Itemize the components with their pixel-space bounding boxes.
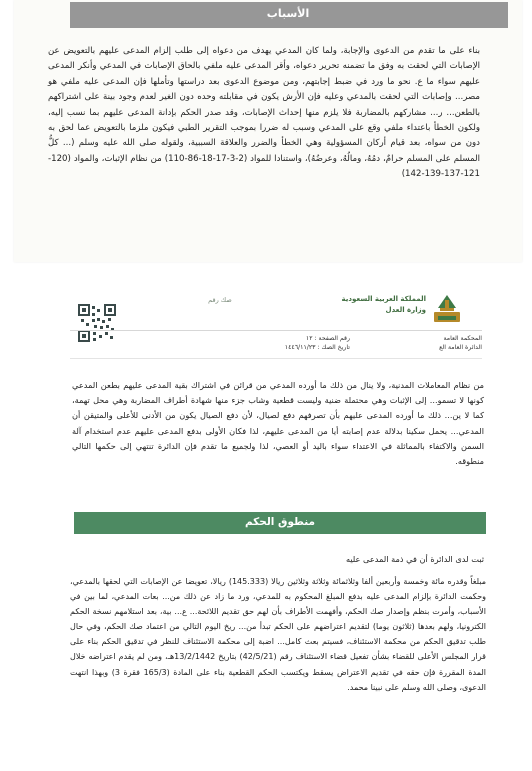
continuation-paragraph: من نظام المعاملات المدنية، ولا ينال من ذلك ما أورده المدعي من قرائن في اشتراك بقية المدعى عليهم بطعن المدعي كونها لا تسمو... إلى الإثبات وهي محتملة ضنية وليست قطعية وشاب جزء منها شهادة أطراف المضاربة وهي محل تهمة، كما لا ين... ذلك ما أورده المدعى عليهم بأن تصرفهم دفع لصيال، لأن دفع الصيال يكون من الأدنى للأعلى والمتيقن أن المدعي... يحمل سكينا بدلالة عدم إصابته أيا من المدعى عليهم، لذا فكان الأولى بدفع المدعى عليهم عدم استخدام آلة السمن والاكتفاء بالمماثلة في الاعتداء سواء باليد أو العصي، لذا ولجميع ما تقدم فإن الدائرة تنتهي إلى حكمها التالي منطوقه. <box>72 380 484 467</box>
circuit-name: الدائرة العامة الع <box>439 344 482 351</box>
deed-info <box>230 334 350 352</box>
org-ministry: وزارة العدل <box>385 306 426 314</box>
verdict-paragraph: مبلغاً وقدره مائة وخمسة وأربعين ألفا وثلاثمائة وثلاثة وثلاثين ريالا (145.333) ريالا، تعويضا عن الإصابات التي لحقها بالمدعي، وحكمت الدائرة بإلزام المدعى عليه بدفع المبلغ المحكوم به للمدعي، ورد ما زاد عن ذلك من... بعات المدعي، لما بين في الأسباب، وأمرت بنظم وإصدار صك الحكم، وأفهمت الأطراف بأن لهم حق تقديم اللائحة... ع... بية، بعد استلامهم نسخة الحكم الكترونيا، ولهم بعدها (ثلاثون يوما) لتقديم اعتراضهم على الحكم تبدأ من... ريخ اليوم التالي من اعتماد صك الحكم، وفي حال طلب تدقيق الحكم من محكمة الاستئناف، فسيتم بعث كامل... اضبة إلى محكمة الاستئناف للنظر في تدقيق الحكم بناء على قرار المجلس الأعلى للقضاء بشأن تفعيل قضاء الاستئناف رقم (42/5/21) بتاريخ 13/2/1442هـ، ومن لم يقدم اعتراضه خلال المدة المقررة فإن حقه في تقديم الاعتراض يسقط ويكتسب الحكم القطعية بناء على المادة (165/3 فقرة 3) وبهذا انتهت الدعوى، وصلى الله وسلم على نبينا محمد. <box>70 577 487 692</box>
page-number: رقم الصفحة : ١٢ <box>305 335 350 342</box>
document-page-2 <box>30 282 524 771</box>
verdict-first-line: ثبت لدى الدائرة أن في ذمة المدعى عليه <box>345 554 484 564</box>
org-country: المملكة العربية السعودية <box>341 295 426 303</box>
organization-block <box>330 294 426 316</box>
court-info <box>362 334 482 352</box>
verdict-title: منطوق الحكم <box>244 516 316 528</box>
ministry-emblem-icon <box>430 292 464 326</box>
reasons-paragraph: بناء على ما تقدم من الدعوى والإجابة، ولما كان المدعي يهدف من دعواه إلى طلب إلزام المدعى عليهم بالتعويض عن الإصابات التي لحقت به وفق ما تضمنه تحرير دعواه، وأقر المدعى عليه ملفي بالحاق الإصابات في المدعي وأنكر المدعى عليهم سواء ما ع. نحو ما ورد في ضبط إجابتهم، ومن موضوع الدعوى بعد دراستها وتأملها فإن المدعى عليه ملفي هو مصر... وإصابات التي لحقت بالمدعي وعليه فإن الأرش يكون في مقابلته وحده دون الغير لعدم وجود بينة على اشتراكهم بالطعن... ر... مشاركهم بالمضاربة فلا يلزم منها إحداث الإصابات، وقد صدر الحكم بإدانة المدعى عليهم بما نسب إليه، ولكون الخطأ باعتداء ملفي وقع على المدعي وسبب له ضررا بموجب التقرير الطبي فيكون ملزما بالتعويض عما لحق به دون من سواه، بعد قيام أركان المسؤولية وهي الخطأ والضرر والعلاقة السببية، ولقوله صلى الله عليه وسلم (... كلُّ المسلم على المسلم حرامٌ، دمُهُ، ومالُهُ، وعرضُهُ)، واستنادا للمواد (2-3-17-18-86-110) من نظام الإثبات، والمواد (120-121-137-139-142) <box>48 46 480 180</box>
meta-divider <box>70 358 482 359</box>
reasons-title: الأسباب <box>266 7 310 20</box>
deed-number-label: صك رقم <box>208 296 232 304</box>
header-divider <box>70 330 482 331</box>
deed-date: تاريخ الصك : ١٤٤٦/١١/٢٣ <box>284 344 350 351</box>
page-separator <box>0 268 532 280</box>
document-page-1 <box>14 0 522 262</box>
qr-code-icon <box>78 304 116 342</box>
verdict-header-bar <box>74 512 486 534</box>
court-name: المحكمة العامة <box>443 335 482 342</box>
reasons-header-bar <box>70 2 508 28</box>
